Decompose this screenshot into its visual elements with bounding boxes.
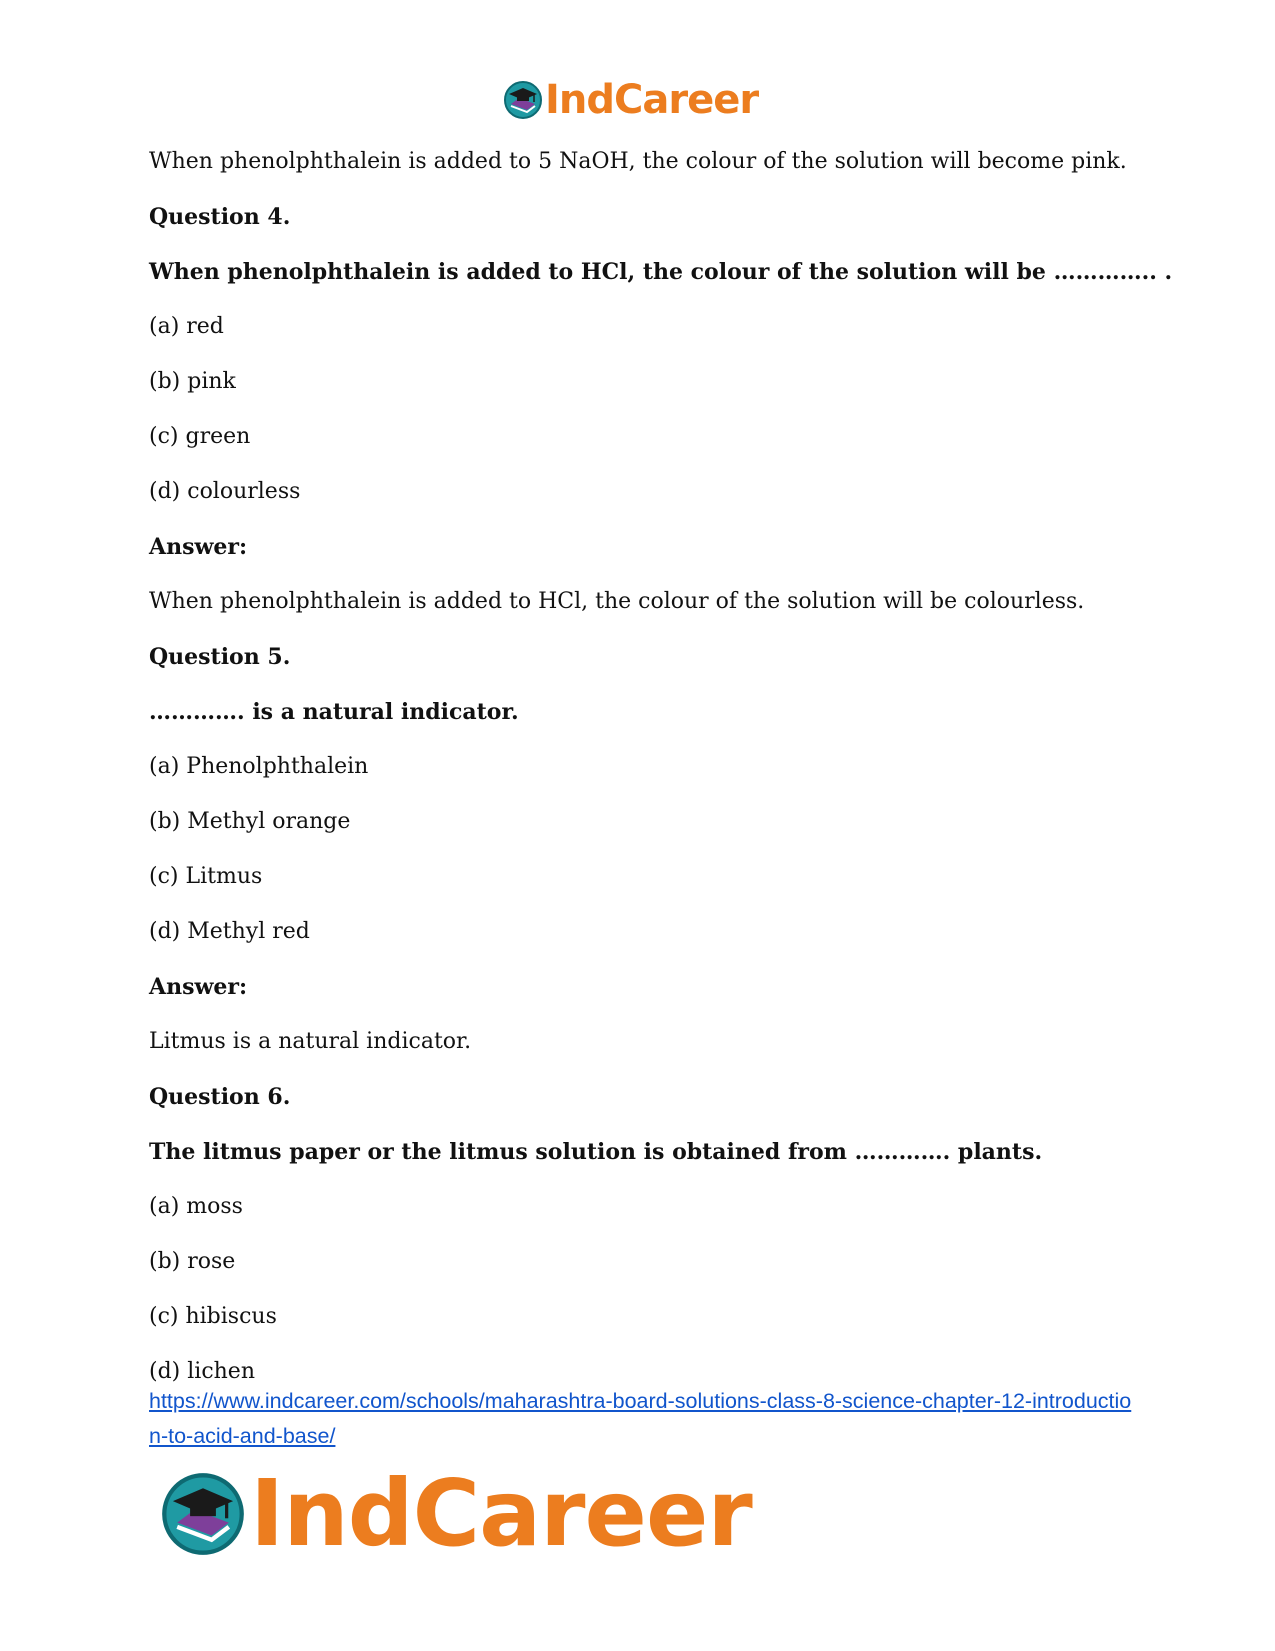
question-4-option-c: (c) green	[149, 424, 251, 449]
question-5-option-d: (d) Methyl red	[149, 919, 310, 944]
question-5-heading: Question 5.	[149, 644, 291, 670]
question-5-option-b: (b) Methyl orange	[149, 809, 351, 834]
logo-wordmark: IndCareer	[545, 77, 759, 123]
question-5-option-c: (c) Litmus	[149, 864, 263, 889]
source-link[interactable]: https://www.indcareer.com/schools/maharashtra-board-solutions-class-8-science-chapter-12-introduction-to-acid-and-base/	[149, 1389, 1132, 1448]
question-6-option-c: (c) hibiscus	[149, 1304, 277, 1329]
logo-wordmark: IndCareer	[250, 1460, 752, 1567]
question-5-option-a: (a) Phenolphthalein	[149, 754, 369, 779]
question-6-option-b: (b) rose	[149, 1249, 236, 1274]
footer-logo	[160, 1460, 752, 1567]
question-6-heading: Question 6.	[149, 1084, 291, 1110]
document-content	[149, 146, 1173, 1411]
question-6-option-a: (a) moss	[149, 1194, 243, 1219]
question-6-prompt: The litmus paper or the litmus solution is obtained from …………. plants.	[149, 1139, 1043, 1165]
question-4-heading: Question 4.	[149, 204, 291, 230]
question-5-answer-label: Answer:	[149, 974, 248, 1000]
graduation-cap-book-globe-icon	[503, 80, 543, 120]
question-5-prompt: …………. is a natural indicator.	[149, 699, 519, 725]
question-4-answer-label: Answer:	[149, 534, 248, 560]
question-4-answer-text: When phenolphthalein is added to HCl, the colour of the solution will be colourless.	[149, 589, 1085, 614]
header-logo	[503, 77, 759, 123]
question-4-option-b: (b) pink	[149, 369, 236, 394]
question-5-answer-text: Litmus is a natural indicator.	[149, 1029, 472, 1054]
previous-answer-text: When phenolphthalein is added to 5 NaOH, the colour of the solution will become pink.	[149, 149, 1127, 174]
question-6-option-d: (d) lichen	[149, 1359, 255, 1384]
question-4-option-d: (d) colourless	[149, 479, 301, 504]
question-4-option-a: (a) red	[149, 314, 224, 339]
graduation-cap-book-globe-icon	[160, 1471, 246, 1557]
question-4-prompt: When phenolphthalein is added to HCl, the colour of the solution will be ………….. .	[149, 259, 1173, 285]
